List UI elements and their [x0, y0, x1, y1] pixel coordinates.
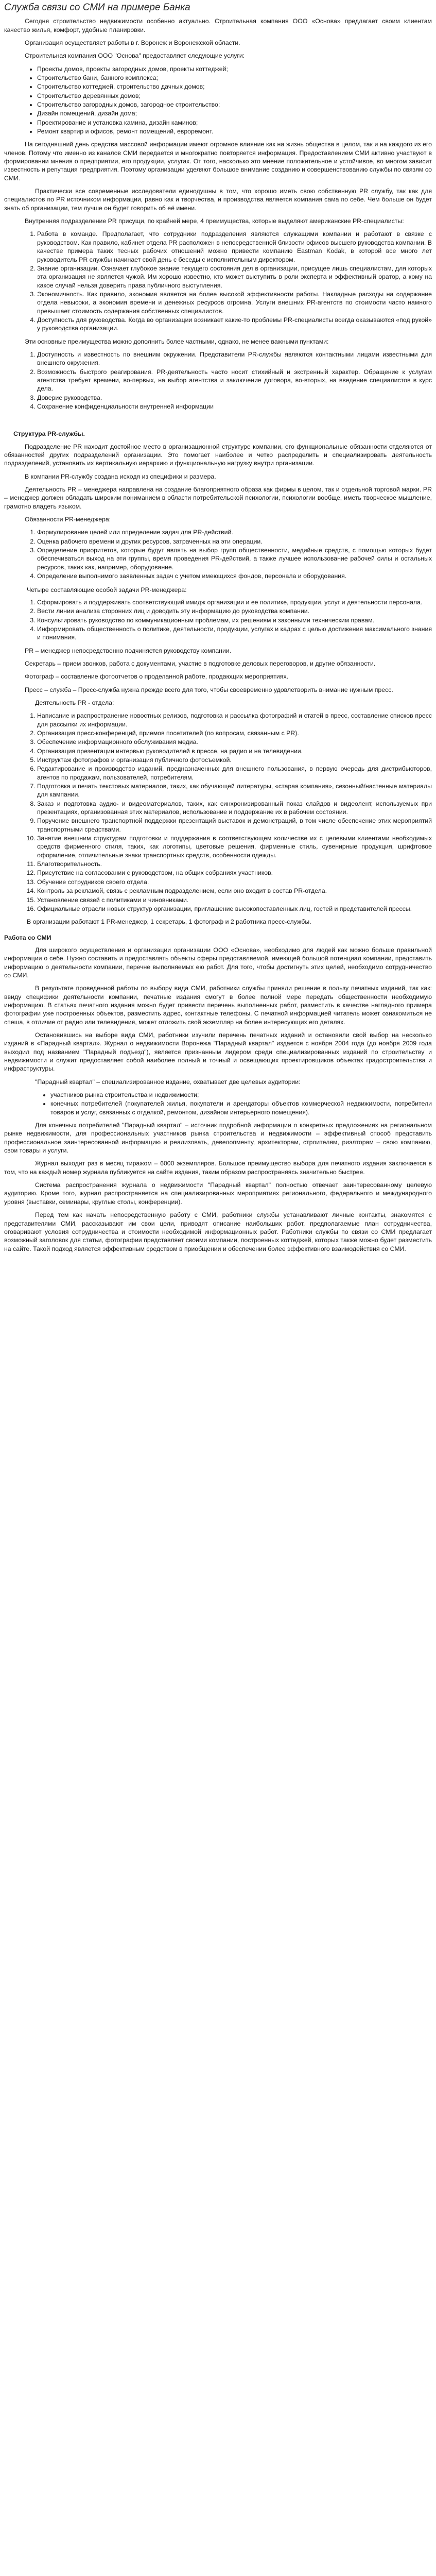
list-item: 9. Поручение внешнего транспортной поддержки презентаций выставок и демонстраций, в том числе обеспечение этих мероприятий транспортными средствами.	[37, 817, 432, 834]
pr-department-activities-list	[4, 711, 432, 913]
list-item: • Строительство коттеджей, строительство дачных домов;	[37, 82, 432, 91]
list-item: • участников рынка строительства и недвижимости;	[50, 1091, 432, 1099]
functions-list	[4, 598, 432, 642]
section-heading: Работа со СМИ	[4, 934, 51, 941]
list-item: • конечных потребителей (покупателей жилья, покупатели и арендаторы объектов коммерческой недвижимости, потребители товаров и услуг, связанных с отделкой, ремонтом, дизайном интерьерного помещения).	[50, 1099, 432, 1116]
list-item: • Ремонт квартир и офисов, ремонт помещений, евроремонт.	[37, 127, 432, 135]
list-item: 10. Занятие внешним структурам подготовки и поддержания в соответствующем количестве их с целевыми клиентами необходимых средств фирменного стиля, таких, как логотипы, цветовые решения, фирменные стиль, сувенирные продукция, шрифтовое оформление, отличительные знаки транспортных средств, особенности одежды.	[37, 834, 432, 859]
list-item: 3. Доверие руководства.	[37, 394, 432, 402]
magazine-intro: "Парадный квартал" – специализированное издание, охватывает две целевых аудитории:	[35, 1078, 301, 1086]
body-paragraph: В результате проведенной работы по выбору вида СМИ, работники службы приняли решение в пользу печатных изданий, так как: ввиду специфики деятельности компании, печатные издания смогут в более полной мере передать общественности необходимую информацию. В статьях печатного издания можно будет привести перечень выполненных работ, разместить в качестве наглядного примера фотографии уже построенных объектов, разместить адрес, контактные телефоны. С печатной информацией читатель может ознакомиться не спеша, в отличие от радио или телевидения, может отложить свой экземпляр на более интересующих его деталях.	[4, 985, 432, 1026]
list-item: 3. Определение приоритетов, которые будут являть на выбор групп общественности, медийные средств, с помощью которых будет обеспечиваться выход на эти группы, время проведения PR-действий, а также лучшее использование рабочей силы и остальных ресурсов, таких как, например, оборудование.	[37, 546, 432, 571]
list-item: 1. Работа в команде. Предполагает, что сотрудники подразделения являются служащими компании и работают в связке с руководством. Как правило, кабинет отдела PR расположен в непосредственной близости офисов высшего руководства компании. В качестве примера таких тесных рабочих отношений можно привести компанию Eastman Kodak, в которой все много лет руководитель PR службы начинает свой день с беседы с исполнительным директором.	[37, 230, 432, 263]
list-item: 1. Доступность и известность по внешним окружении. Представители PR-службы являются контактными лицами известными для внешнего окружения.	[37, 350, 432, 367]
list-item: 13. Обучение сотрудников своего отдела.	[37, 878, 432, 886]
list-item: 2. Организация пресс-конференций, приемов посетителей (по вопросам, связанным с PR).	[37, 729, 432, 737]
list-item: • Строительство бани, банного комплекса;	[37, 74, 432, 82]
body-paragraph: Практически все современные исследователи единодушны в том, что хорошо иметь свою собственную PR службу, так как для специалистов по PR источником информации, равно как и творчества, и производства является компания сама по себе. Чем больше он будет знать об организации, тем лучше он будет говорить об её имени.	[4, 188, 432, 212]
list-item: 3. Консультировать руководство по коммуникационным проблемам, их решениям и законными техническим правам.	[37, 616, 432, 624]
intro-paragraph: Организация осуществляет работы в г. Воронеж и Воронежской области.	[25, 39, 240, 46]
intro-paragraph: Сегодня строительство недвижимости особенно актуально. Строительная компания ООО «Основа» предлагает своим клиентам качество жилья, комфорт, удобные планировки.	[4, 18, 432, 33]
body-paragraph: Обязанности PR-менеджера:	[25, 516, 111, 523]
list-item: • Дизайн помещений, дизайн дома;	[37, 109, 432, 117]
list-item: 8. Заказ и подготовка аудио- и видеоматериалов, таких, как синхронизированный показ слайдов и видеолент, используемых при презентациях, организованная этих материалов, использование и поддержание их в рабочем состоянии.	[37, 800, 432, 817]
list-item: 3. Обеспечение информационного обслуживания медиа.	[37, 738, 432, 746]
body-paragraph: Деятельность PR - отдела:	[35, 699, 114, 706]
list-item: 15. Установление связей с политиками и чиновниками.	[37, 896, 432, 904]
list-item: 1. Написание и распространение новостных релизов, подготовка и рассылка фотографий и статей в пресс, составление списков пресс для рассылки их информации.	[37, 711, 432, 728]
functions-intro: Четыре составляющие особой задачи PR-менеджера:	[27, 586, 187, 594]
list-item: 1. Сформировать и поддерживать соответствующий имидж организации и ее политике, продукции, услуг и деятельности персонала.	[37, 598, 432, 606]
body-paragraph: Пресс – служба – Пресс-служба нужна прежде всего для того, чтобы своевременно удовлетворить внимание нужным пресс.	[25, 686, 393, 693]
list-item: 14. Контроль за рекламой, связь с рекламным подразделением, если оно входит в состав PR-отдела.	[37, 887, 432, 895]
body-paragraph: Система распространения журнала о недвижимости "Парадный квартал" полностью отвечает заинтересованному целевую аудиторию. Кроме того, журнал распространяется на специализированных мероприятиях регионального, федерального и международного уровня (выставки, семинары, круглые столы, конференции).	[4, 1181, 432, 1206]
body-paragraph: Подразделение PR находит достойное место в организационной структуре компании, его функциональные обязанности отделяются от обязанностей других подразделений организации. Это помогает наиболее и четко распределить и специализировать деятельность подразделений, установить их вертикальную иерархию и функциональную нагрузку внутри организации.	[4, 443, 432, 467]
list-item: 5. Инструктаж фотографов и организация публичного фотосъемкой.	[37, 756, 432, 764]
list-item: 4. Сохранение конфиденциальности внутренней информации	[37, 402, 432, 411]
body-paragraph: Журнал выходит раз в месяц тиражом – 6000 экземпляров. Большое преимущество выбора для печатного издания заключается в том, что на каждый номер журнала публикуется на сайте издания, таким образом распространяясь значительно быстрее.	[4, 1160, 432, 1176]
list-item: 3. Экономичность. Как правило, экономия является на более высокой эффективности работы. Накладные расходы на содержание отдела невысоки, а экономия времени и денежных ресурсов огромна. Услуги внешних PR-агентств по стоимости часто намного превышает стоимость содержания собственных специалистов.	[37, 290, 432, 315]
body-paragraph: Эти основные преимущества можно дополнить более частными, однако, не менее важными пунктами:	[25, 337, 329, 345]
list-item: 4. Доступность для руководства. Когда во организации возникает какие-то проблемы PR-специалисты всегда оказываются «под рукой» у руководства организации.	[37, 316, 432, 333]
body-paragraph: PR – менеджер непосредственно подчиняется руководству компании.	[25, 647, 232, 654]
body-paragraph: В компании PR-службу создана исходя из специфики и размера.	[25, 472, 216, 480]
list-item: 2. Возможность быстрого реагирования. PR-деятельность часто носит стихийный и экстренный характер. Обращение к услугам агентства требует времени, во-первых, на выбор агентства и заключение договора, во-вторых, на введение специалистов в курс дела.	[37, 368, 432, 393]
body-paragraph: Фотограф – составление фотоотчетов о проделанной работе, продающих мероприятиях.	[25, 673, 289, 681]
list-item: 4. Информировать общественность о политике, деятельности, продукции, услугах и кадрах с целью достижения максимального знания и понимания.	[37, 625, 432, 642]
list-item: 4. Организация презентации интервью руководителей в прессе, на радио и на телевидении.	[37, 747, 432, 755]
body-paragraph: Внутренняя подразделение PR присущи, по крайней мере, 4 преимущества, которые выделяют американские PR-специалисты:	[25, 217, 404, 225]
body-paragraph: Для широкого осуществления и организации организации ООО «Основа», необходимо для людей как можно больше правильной информации о себе. Нужно составить и предоставлять объекты сферы представляемой, имеющей большой потенциал компании, представить информацию о деятельности компании, перечне выполняемых ею работ. Для того, чтобы достигнуть этих целей, необходимо сотрудничество со СМИ.	[4, 946, 432, 979]
body-paragraph: На сегодняшний день средства массовой информации имеют огромное влияние как на жизнь общества в целом, так и на каждого из его членов. Потому что именно из каналов СМИ передается и многократно повторяется информация. Предоставлением СМИ активно участвуют в формировании мнения о предприятии, его продукции, услугах. От того, насколько это мнение положительное и устойчивое, во многом зависит известность и репутация предприятия. Поэтому организации уделяют большое внимание созданию и совершенствованию службы по связям со СМИ.	[4, 141, 432, 182]
body-paragraph: Для конечных потребителей "Парадный квартал" – источник подробной информации о конкретных предложениях на региональном рынке недвижимости, для профессиональных участников рынка строительства и недвижимости – эффективный способ представить профессиональное заинтересованной информацию и реализовать, девелопменту, архитекторам, строителям, риэлторам – свою компанию, свои товары и услуги.	[4, 1122, 432, 1155]
list-item: 11. Благотворительность.	[37, 860, 432, 868]
list-item: 4. Определение выполнимого заявленных задач с учетом имеющихся фондов, персонала и оборудования.	[37, 572, 432, 580]
list-item: • Проектирование и установка камина, дизайн каминов;	[37, 118, 432, 127]
list-item: • Строительство загородных домов, загородное строительство;	[37, 100, 432, 109]
body-paragraph: Перед тем как начать непосредственную работу с СМИ, работники службы устанавливают личные контакты, знакомятся с представителями СМИ, рассказывают им свои цели, приводят описание наибольших работ, предполагаемые план сотрудничества, оговаривают условия сотрудничества и стоимости необходимой информационных работ. Работники службы по связи со СМИ предлагает возможный заголовок для статьи, фотографии представляет своими компании, построенных коттеджей, которых также можно будет разместить на сайте. Такой подход является эффективным средством в приобщении и обеспечении более эффективного взаимодействия со СМИ.	[4, 1211, 432, 1252]
list-item: 1. Формулирование целей или определение задач для PR-действий.	[37, 528, 432, 536]
list-item: 6. Редактирование и производство изданий, предназначенных для внешнего пользования, в первую очередь для дистрибьюторов, агентов по продажам, пользователей, потребителям.	[37, 765, 432, 782]
list-item: 16. Официальные отрасли новых структур организации, приглашение высокопоставленных лиц, гостей и представителей прессы.	[37, 905, 432, 913]
document-page	[0, 1, 436, 1253]
audiences-list	[4, 1091, 432, 1116]
list-item: 7. Подготовка и печать текстовых материалов, таких, как обучающей литературы, «старая компания», сезонный/настенные материалы для кампании.	[37, 782, 432, 799]
services-list	[4, 65, 432, 136]
intro-paragraph: Строительная компания ООО "Основа" предоставляет следующие услуги:	[25, 52, 245, 60]
section-heading: Структура PR-службы.	[13, 430, 85, 438]
advantages-list	[4, 230, 432, 332]
page-title: Служба связи со СМИ на примере Банка	[4, 2, 190, 13]
list-item: 2. Оценка рабочего времени и других ресурсов, затраченных на эти операции.	[37, 537, 432, 546]
list-item: • Проекты домов, проекты загородных домов, проекты коттеджей;	[37, 65, 432, 73]
body-paragraph: Остановившись на выборе вида СМИ, работники изучили перечень печатных изданий и остановили свой выбор на несколько изданий в «Парадный квартал». Журнал о недвижимости Воронежа "Парадный квартал" издается с ноября 2004 года (до ноября 2009 года выходил под названием "Парадный подъезд"), является признанным лидером среди специализированных изданий по строительству и недвижимости и служит предоставляет собой наиболее полный и точный и освещающих проектировщиков объектах градостроительства и инфраструктуры.	[4, 1031, 432, 1073]
list-item: 2. Знание организации. Означает глубокое знание текущего состояния дел в организации, присущее лишь специалистам, для которых эта организация не является чужой. Им хорошо известно, кто может выступить в роли эксперта и эффективный оратор, а кому на какое случай нельзя доверить права публичного выступления.	[37, 264, 432, 290]
extra-points-list	[4, 350, 432, 411]
staff-note: В организации работают 1 PR-менеджер, 1 секретарь, 1 фотограф и 2 работника пресс-службы.	[27, 918, 311, 926]
list-item: 12. Присутствие на согласовании с руководством, на общих собраниях участников.	[37, 869, 432, 877]
list-item: 2. Вести линии анализа сторонних лиц и доводить эту информацию до руководства компании.	[37, 607, 432, 615]
list-item: • Строительство деревянных домов;	[37, 92, 432, 100]
body-paragraph: Секретарь – прием звонков, работа с документами, участие в подготовке деловых переговоров, и другие обязанности.	[25, 659, 376, 667]
body-paragraph: Деятельность PR – менеджера направлена на создание благоприятного образа как фирмы в целом, так и отдельной торговой марки. PR – менеджер должен обладать широким пониманием в области потребительской психологии, психологии вообще, иметь творческое мышление, грамотно владеть языком.	[4, 486, 432, 510]
pr-manager-duties-list	[4, 528, 432, 580]
